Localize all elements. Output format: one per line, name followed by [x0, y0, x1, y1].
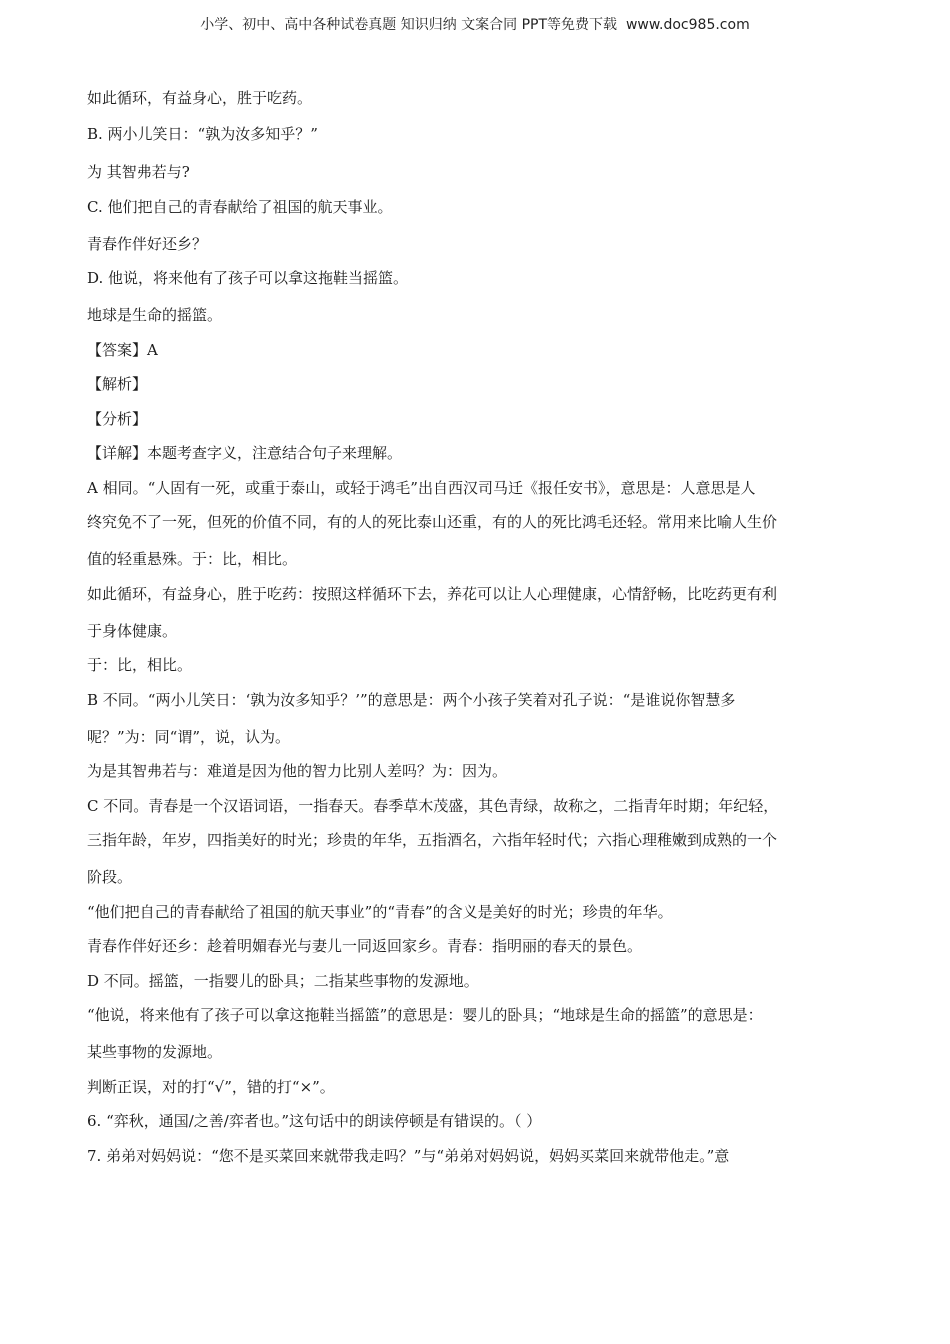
text-line: D 不同。摇篮，一指婴儿的卧具；二指某些事物的发源地。 — [87, 971, 479, 990]
text-line: 呢？”为：同“谓”，说，认为。 — [87, 727, 291, 746]
text-line: 青春作伴好还乡？ — [87, 234, 208, 253]
document-body — [87, 88, 863, 1180]
text-line: 终究免不了一死，但死的价值不同，有的人的死比泰山还重，有的人的死比鸿毛还轻。常用来比喻人生价 — [87, 513, 778, 531]
text-line: 于：比，相比。 — [87, 656, 193, 674]
text-line: 某些事物的发源地。 — [87, 1043, 223, 1061]
option-d: D. 他说，将来他有了孩子可以拿这拖鞋当摇篮。 — [87, 269, 409, 287]
header-url: www.doc985.com — [625, 17, 750, 33]
text-line: 阶段。 — [87, 868, 133, 886]
text-line: C 不同。青春是一个汉语词语，一指春天。春季草木茂盛，其色青绿，故称之，二指青年时期；年纪轻， — [87, 796, 779, 815]
option-c: C. 他们把自己的青春献给了祖国的航天事业。 — [87, 197, 393, 216]
text-line: “他说，将来他有了孩子可以拿这拖鞋当摇篮”的意思是：婴儿的卧具；“地球是生命的摇篮”的意思是： — [87, 1006, 763, 1024]
text-line: 为 其智弗若与? — [87, 163, 190, 181]
analysis-label: 【解析】 — [87, 375, 148, 393]
option-b: B. 两小儿笑日：“孰为汝多知乎？” — [87, 125, 318, 143]
text-line: 为是其智弗若与：难道是因为他的智力比别人差吗？为：因为。 — [87, 762, 508, 780]
text-line: 值的轻重悬殊。于：比，相比。 — [87, 550, 298, 568]
text-line: 三指年龄，年岁，四指美好的时光；珍贵的年华，五指酒名，六指年轻时代；六指心理稚嫩到成熟的一个 — [87, 831, 778, 849]
text-line: 于身体健康。 — [87, 621, 178, 640]
text-line: 青春作伴好还乡：趁着明媚春光与妻儿一同返回家乡。青春：指明丽的春天的景色。 — [87, 937, 643, 955]
question-7: 7. 弟弟对妈妈说：“您不是买菜回来就带我走吗？”与“弟弟对妈妈说，妈妈买菜回来就带他走。”意 — [87, 1146, 730, 1165]
detail-label: 【详解】本题考查字义，注意结合句子来理解。 — [87, 444, 403, 462]
text-line: A 相同。“人固有一死，或重于泰山，或轻于鸿毛”出自西汉司马迁《报任安书》，意思是：人意思是人 — [87, 478, 756, 497]
text-line: B 不同。“两小儿笑日：‘孰为汝多知乎？’”的意思是：两个小孩子笑着对孔子说：“是谁说你智慧多 — [87, 690, 736, 709]
question-6: 6. “弈秋，通国/之善/弈者也。”这句话中的朗读停顿是有错误的。（ ） — [87, 1112, 542, 1130]
answer-label: 【答案】A — [87, 340, 158, 359]
text-line: 如此循环，有益身心，胜于吃药：按照这样循环下去，养花可以让人心理健康，心情舒畅，比吃药更有利 — [87, 584, 778, 603]
text-line: 地球是生命的摇篮。 — [87, 306, 223, 324]
header-text: 小学、初中、高中各种试卷真题 知识归纳 文案合同 PPT等免费下载 — [200, 17, 618, 33]
analysis-subheading: 【分析】 — [87, 409, 148, 428]
text-line: 如此循环，有益身心，胜于吃药。 — [87, 89, 313, 107]
text-line: “他们把自己的青春献给了祖国的航天事业”的“青春”的含义是美好的时光；珍贵的年华。 — [87, 902, 673, 921]
page-header — [0, 14, 950, 34]
instruction-line: 判断正误，对的打“√”，错的打“×”。 — [87, 1077, 335, 1096]
